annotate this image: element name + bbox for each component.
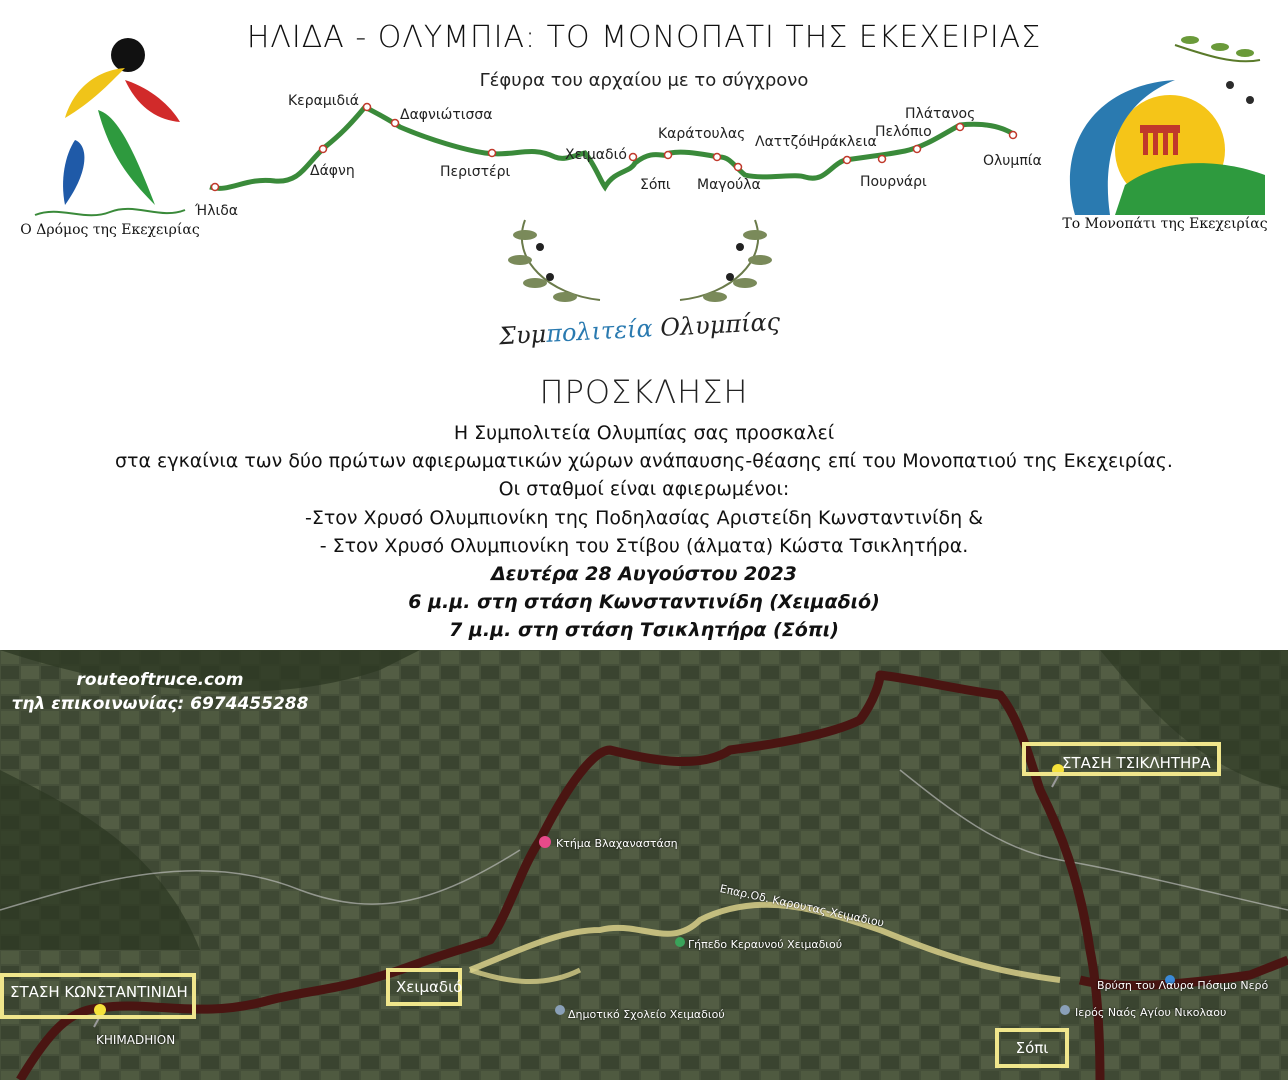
logo-head bbox=[111, 38, 145, 72]
map-pin-icon[interactable] bbox=[539, 836, 551, 848]
wreath-leaf bbox=[508, 255, 532, 265]
route-of-truce-logo bbox=[30, 30, 190, 245]
wreath-leaf bbox=[743, 230, 767, 240]
map-pin-icon[interactable] bbox=[555, 1005, 565, 1015]
wreath-leaf bbox=[703, 292, 727, 302]
truce-path-logo bbox=[1055, 25, 1275, 220]
poi-school[interactable]: Δημοτικό Σχολείο Χειμαδιού bbox=[568, 1008, 725, 1021]
wreath-olive bbox=[736, 243, 744, 251]
wreath-leaf bbox=[523, 278, 547, 288]
poi-khimadhion: KHIMADHION bbox=[96, 1033, 176, 1047]
website-link[interactable]: routeoftruce.com bbox=[76, 670, 244, 690]
logo-red-arm bbox=[125, 80, 180, 122]
invitation-line-5: - Στον Χρυσό Ολυμπιονίκη του Στίβου (άλματα) Κώστα Τσικλητήρα. bbox=[319, 535, 969, 557]
olive-wreath-logo bbox=[490, 205, 790, 370]
temple-column bbox=[1163, 133, 1168, 155]
page-title: ΗΛΙΔΑ - ΟΛΥΜΠΙΑ: ΤΟ ΜΟΝΟΠΑΤΙ ΤΗΣ ΕΚΕΧΕΙΡΙΑΣ bbox=[246, 20, 1042, 55]
stop-marker bbox=[630, 154, 637, 161]
temple-column bbox=[1153, 133, 1158, 155]
wreath-leaf bbox=[513, 230, 537, 240]
stop-marker bbox=[914, 146, 921, 153]
poi-naos[interactable]: Ιερός Ναός Αγίου Νικολαου bbox=[1075, 1006, 1227, 1019]
olive-leaf bbox=[1236, 49, 1254, 57]
place-label: Περιστέρι bbox=[440, 164, 511, 180]
satellite-map[interactable] bbox=[0, 650, 1288, 1080]
place-label: Πλάτανος bbox=[905, 106, 976, 122]
stop-marker bbox=[364, 104, 371, 111]
place-label: Ηράκλεια bbox=[810, 134, 877, 150]
contact-phone[interactable]: τηλ επικοινωνίας: 6974455288 bbox=[11, 694, 309, 714]
wreath-olive bbox=[536, 243, 544, 251]
stop-marker bbox=[957, 124, 964, 131]
stop-marker bbox=[844, 157, 851, 164]
place-label: Δαφνιώτισσα bbox=[400, 107, 493, 123]
stop-marker bbox=[879, 156, 886, 163]
stop-marker bbox=[1010, 132, 1017, 139]
stop-marker bbox=[320, 146, 327, 153]
place-label: Ολυμπία bbox=[983, 153, 1042, 169]
logo-yellow-arm bbox=[65, 68, 125, 118]
invitation-line-4: -Στον Χρυσό Ολυμπιονίκη της Ποδηλασίας Αριστείδη Κωνσταντινίδη & bbox=[304, 507, 984, 529]
logotype-part-3: Ολυμπίας bbox=[651, 307, 781, 343]
poi-road: Επαρ.Οδ. Καρουτας-Χειμαδιου bbox=[718, 882, 886, 930]
stop-konstantinidi-label: ΣΤΑΣΗ ΚΩΝΣΤΑΝΤΙΝΙΔΗ bbox=[0, 973, 196, 1019]
event-time-2: 7 μ.μ. στη στάση Τσικλητήρα (Σόπι) bbox=[449, 619, 839, 641]
stop-tsiklitira-label: ΣΤΑΣΗ ΤΣΙΚΛΗΤΗΡΑ bbox=[1022, 742, 1221, 776]
left-logo-caption: Ο Δρόμος της Εκεχειρίας bbox=[20, 222, 200, 238]
invitation-line-1: Η Συμπολιτεία Ολυμπίας σας προσκαλεί bbox=[453, 422, 835, 444]
place-label: Μαγούλα bbox=[697, 177, 761, 193]
temple-column bbox=[1173, 133, 1178, 155]
place-label: Καράτουλας bbox=[658, 126, 746, 142]
logotype-part-1: Συμ bbox=[498, 319, 547, 351]
village-sopi-label: Σόπι bbox=[995, 1028, 1069, 1068]
village-cheimadio-label: Χειμαδιό bbox=[386, 968, 462, 1006]
sympoliteia-logotype bbox=[497, 308, 781, 351]
map-pin-icon[interactable] bbox=[675, 937, 685, 947]
place-label: Κεραμιδιά bbox=[288, 93, 360, 109]
place-label: Σόπι bbox=[640, 177, 671, 193]
logo-blue-leg bbox=[63, 140, 84, 205]
poi-ktima[interactable]: Κτήμα Βλαχαναστάση bbox=[556, 837, 678, 850]
place-label: Δάφνη bbox=[310, 163, 355, 179]
logo-trail bbox=[35, 209, 185, 215]
invitation-line-3: Οι σταθμοί είναι αφιερωμένοι: bbox=[498, 478, 790, 500]
place-label: Λαττζόι bbox=[755, 134, 812, 150]
invitation-heading: ΠΡΟΣΚΛΗΣΗ bbox=[539, 373, 749, 411]
temple-roof bbox=[1140, 125, 1180, 133]
logotype-part-2: πολιτεία bbox=[545, 314, 654, 348]
olive-fruit bbox=[1226, 81, 1234, 89]
place-label: Πελόπιο bbox=[875, 124, 932, 140]
poi-vrysi[interactable]: Βρύση του Λαυρα Πόσιμο Νερό bbox=[1097, 979, 1269, 992]
stop-marker bbox=[212, 184, 219, 191]
place-label: Χειμαδιό bbox=[565, 147, 627, 163]
olive-leaf bbox=[1181, 36, 1199, 44]
temple-column bbox=[1143, 133, 1148, 155]
event-date: Δευτέρα 28 Αυγούστου 2023 bbox=[491, 563, 797, 585]
invitation-line-2: στα εγκαίνια των δύο πρώτων αφιερωματικών χώρων ανάπαυσης-θέασης επί του Μονοπατιού της Εκεχειρίας. bbox=[115, 450, 1173, 472]
event-time-1: 6 μ.μ. στη στάση Κωνσταντινίδη (Χειμαδιό) bbox=[408, 591, 880, 613]
stop-marker bbox=[714, 154, 721, 161]
right-logo-caption: Το Μονοπάτι της Εκεχειρίας bbox=[1062, 216, 1268, 232]
logo-green-leg bbox=[98, 110, 155, 205]
olive-leaf bbox=[1211, 43, 1229, 51]
wreath-leaf bbox=[553, 292, 577, 302]
map-pin-icon[interactable] bbox=[1060, 1005, 1070, 1015]
stop-marker bbox=[735, 164, 742, 171]
place-label: Ήλιδα bbox=[195, 203, 239, 219]
wreath-olive bbox=[726, 273, 734, 281]
stop-marker bbox=[392, 120, 399, 127]
olive-fruit bbox=[1246, 96, 1254, 104]
page-subtitle: Γέφυρα του αρχαίου με το σύγχρονο bbox=[479, 70, 809, 91]
poi-gipedo[interactable]: Γήπεδο Κεραυνού Χειμαδιού bbox=[688, 938, 843, 951]
stop-marker bbox=[665, 152, 672, 159]
place-label: Πουρνάρι bbox=[860, 174, 927, 190]
wreath-leaf bbox=[733, 278, 757, 288]
wreath-olive bbox=[546, 273, 554, 281]
stop-marker bbox=[489, 150, 496, 157]
wreath-leaf bbox=[748, 255, 772, 265]
